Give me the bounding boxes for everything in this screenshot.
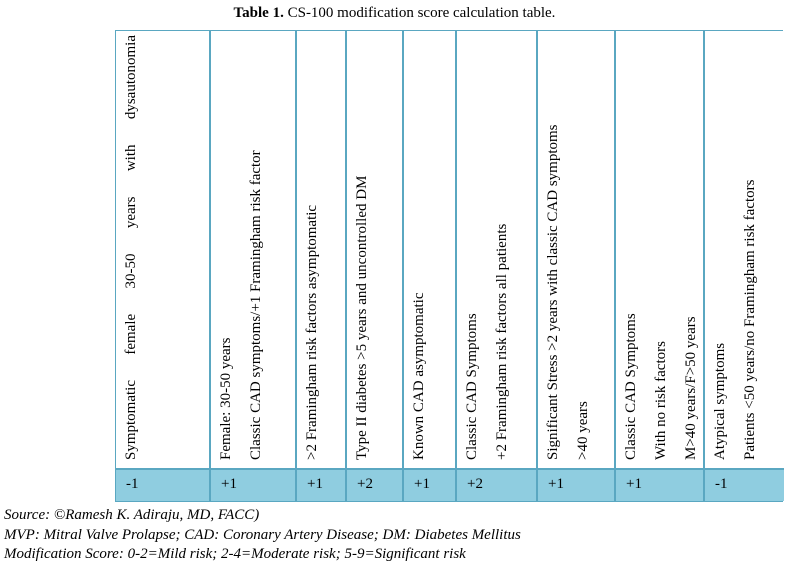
criteria-line: >2 Framingham risk factors asymptomatic (304, 204, 320, 460)
source-note: Source: ©Ramesh K. Adiraju, MD, FACC) (4, 507, 260, 523)
criteria-line: Symptomatic female 30-50 years with dysautonomia (123, 35, 139, 460)
criteria-line: +2 Framingham risk factors all patients (494, 223, 510, 460)
abbreviations-note: MVP: Mitral Valve Prolapse; CAD: Coronary Artery Disease; DM: Diabetes Mellitus (4, 526, 521, 543)
criteria-line: Classic CAD Symptoms (623, 313, 639, 460)
criteria-line: Classic CAD Symptoms (464, 313, 480, 460)
criteria-cell-1 (116, 31, 211, 468)
criteria-cell-5 (404, 31, 457, 468)
criteria-cell-4 (347, 31, 404, 468)
criteria-line: Known CAD asymptomatic (411, 292, 427, 460)
criteria-cell-9 (705, 31, 784, 468)
score-cell-5: +1 (404, 468, 457, 501)
criteria-cell-3 (297, 31, 347, 468)
criteria-line: Classic CAD symptoms/+1 Framingham risk factor (248, 150, 264, 460)
criteria-line: >40 years (575, 401, 591, 460)
modification-score-table (115, 30, 783, 502)
criteria-cell-7 (538, 31, 616, 468)
score-cell-2: +1 (211, 468, 297, 501)
criteria-line: M>40 years/F>50 years (683, 316, 699, 460)
criteria-line: Atypical symptoms (712, 342, 728, 460)
criteria-line: With no risk factors (653, 341, 669, 460)
criteria-line: Significant Stress >2 years with classic CAD symptoms (545, 124, 561, 460)
table-caption (0, 4, 789, 22)
criteria-cell-8 (616, 31, 705, 468)
criteria-cell-6 (457, 31, 538, 468)
score-legend-note: Modification Score: 0-2=Mild risk; 2-4=Moderate risk; 5-9=Significant risk (4, 546, 466, 562)
score-cell-1: -1 (116, 468, 211, 501)
score-cell-3: +1 (297, 468, 347, 501)
score-cell-9: -1 (705, 468, 784, 501)
score-cell-8: +1 (616, 468, 705, 501)
caption-label: Table 1. (233, 5, 284, 21)
score-cell-6: +2 (457, 468, 538, 501)
criteria-line: Type II diabetes >5 years and uncontrolled DM (354, 175, 370, 460)
score-cell-7: +1 (538, 468, 616, 501)
table-notes (4, 506, 521, 565)
caption-text: CS-100 modification score calculation table. (283, 5, 556, 21)
criteria-cell-2 (211, 31, 297, 468)
criteria-line: Female: 30-50 years (218, 337, 234, 460)
score-cell-4: +2 (347, 468, 404, 501)
criteria-line: Patients <50 years/no Framingham risk factors (742, 179, 758, 460)
